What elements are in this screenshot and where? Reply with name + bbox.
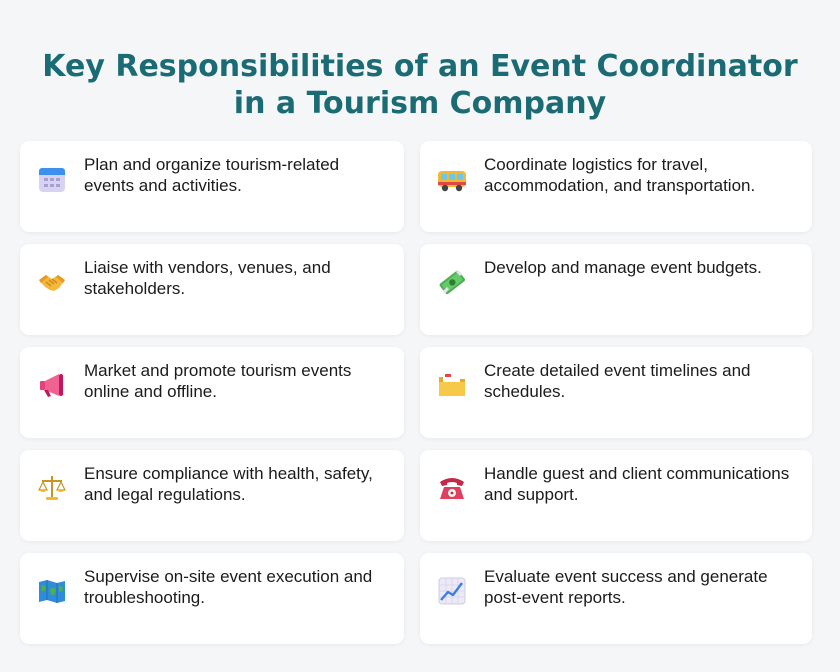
card-plan-organize <box>20 141 404 232</box>
responsibilities-grid <box>20 141 820 644</box>
card-text: Plan and organize tourism-related events and activities. <box>84 155 340 195</box>
card-compliance <box>20 450 404 541</box>
card-budgets <box>420 244 812 335</box>
card-logistics <box>420 141 812 232</box>
card-text: Supervise on-site event execution and troubleshooting. <box>84 567 373 607</box>
chart-icon <box>436 575 468 607</box>
title-line-2: in a Tourism Company <box>233 86 607 121</box>
card-text: Liaise with vendors, venues, and stakeholders. <box>84 258 331 298</box>
megaphone-icon <box>36 369 68 401</box>
card-text: Develop and manage event budgets. <box>484 258 762 277</box>
map-icon <box>36 575 68 607</box>
scales-icon <box>36 472 68 504</box>
card-text: Create detailed event timelines and schedules. <box>484 361 751 401</box>
card-timelines <box>420 347 812 438</box>
card-communications <box>420 450 812 541</box>
bus-icon <box>436 163 468 195</box>
card-text: Coordinate logistics for travel, accommodation, and transportation. <box>484 155 756 195</box>
card-supervise <box>20 553 404 644</box>
card-evaluate <box>420 553 812 644</box>
card-text: Evaluate event success and generate post-event reports. <box>484 567 768 607</box>
card-market <box>20 347 404 438</box>
title-line-1: Key Responsibilities of an Event Coordinator <box>42 49 798 84</box>
card-text: Market and promote tourism events online and offline. <box>84 361 352 401</box>
page-title <box>0 48 840 122</box>
handshake-icon <box>36 266 68 298</box>
card-text: Ensure compliance with health, safety, and legal regulations. <box>84 464 373 504</box>
card-liaise <box>20 244 404 335</box>
card-text: Handle guest and client communications and support. <box>484 464 790 504</box>
calendar-icon <box>36 163 68 195</box>
folder-icon <box>436 369 468 401</box>
telephone-icon <box>436 472 468 504</box>
money-icon <box>436 266 468 298</box>
